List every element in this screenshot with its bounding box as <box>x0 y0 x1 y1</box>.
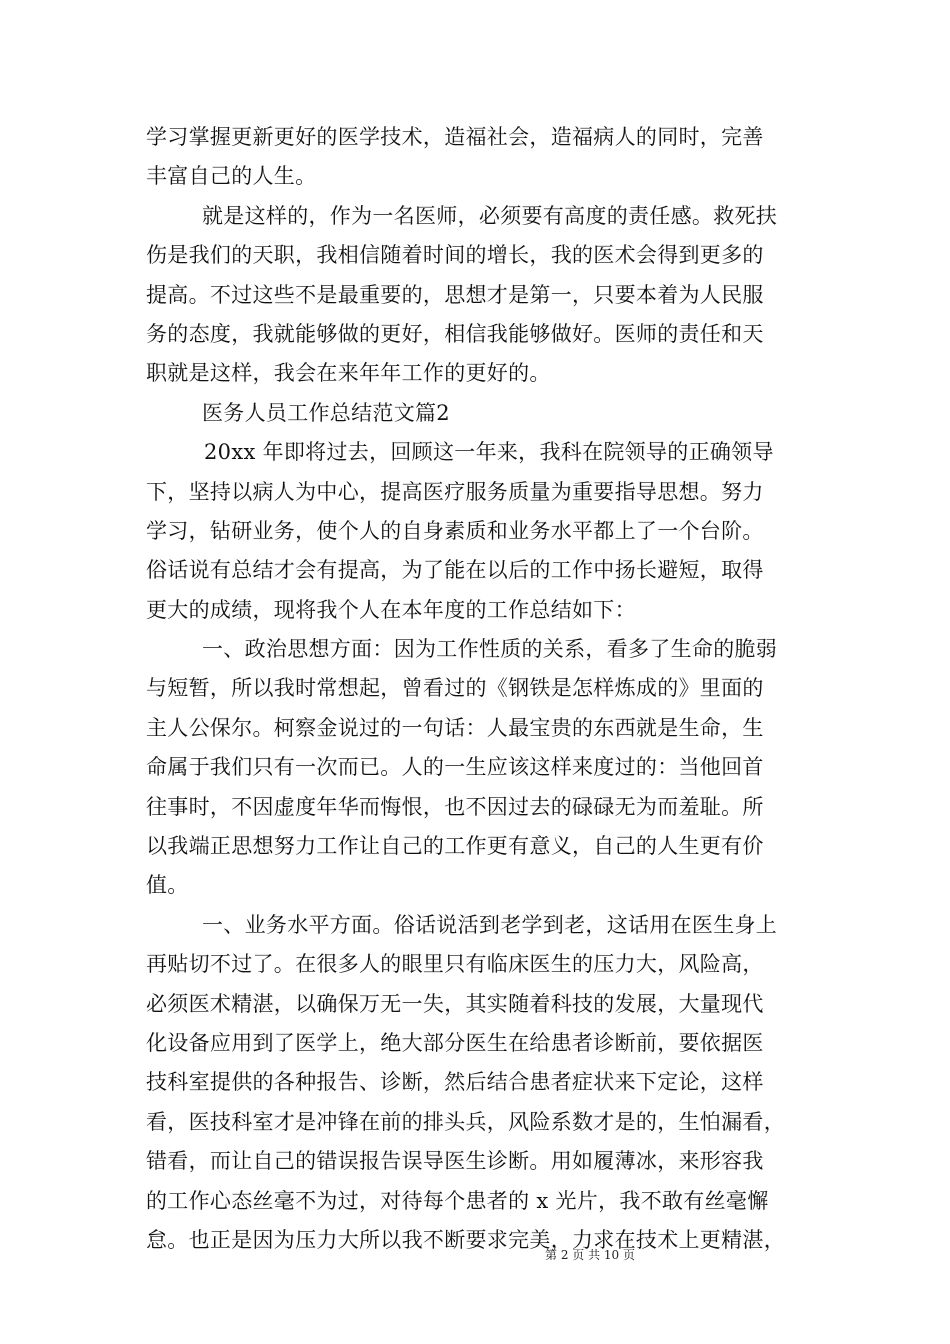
text-line: 学习，钻研业务，使个人的自身素质和业务水平都上了一个台阶。 <box>146 518 764 543</box>
text-line: 以我端正思想努力工作让自己的工作更有意义，自己的人生更有价 <box>146 834 764 859</box>
text-line: 化设备应用到了医学上，绝大部分医生在给患者诊断前，要依据医 <box>146 1030 764 1055</box>
text-line: 提高。不过这些不是最重要的，思想才是第一，只要本着为人民服 <box>146 282 764 307</box>
page-footer <box>0 1246 950 1263</box>
text-line: 下，坚持以病人为中心，提高医疗服务质量为重要指导思想。努力 <box>146 479 764 504</box>
text-line: 职就是这样，我会在来年年工作的更好的。 <box>146 361 551 386</box>
text-line: 必须医术精湛，以确保万无一失，其实随着科技的发展，大量现代 <box>146 991 764 1016</box>
text-line: 主人公保尔。柯察金说过的一句话：人最宝贵的东西就是生命，生 <box>146 715 764 740</box>
text-line: 再贴切不过了。在很多人的眼里只有临床医生的压力大，风险高， <box>146 952 764 977</box>
text-line: 一、业务水平方面。俗话说活到老学到老，这话用在医生身上 <box>202 912 778 937</box>
text-line: 更大的成绩，现将我个人在本年度的工作总结如下： <box>146 597 636 622</box>
text-line: 值。 <box>146 873 189 898</box>
text-line: 的工作心态丝毫不为过，对待每个患者的 x 光片，我不敢有丝毫懈 <box>146 1188 769 1213</box>
text-line: 俗话说有总结才会有提高，为了能在以后的工作中扬长避短，取得 <box>146 558 764 583</box>
text-line: 怠。也正是因为压力大所以我不断要求完美，力求在技术上更精湛， <box>146 1227 785 1252</box>
text-line: 往事时，不因虚度年华而悔恨，也不因过去的碌碌无为而羞耻。所 <box>146 794 764 819</box>
text-line: 20xx 年即将过去，回顾这一年来，我科在院领导的正确领导 <box>204 440 774 465</box>
text-line: 一、政治思想方面：因为工作性质的关系，看多了生命的脆弱 <box>202 637 778 662</box>
page-number-label: 第 2 页 共 10 页 <box>545 1248 635 1262</box>
text-line: 务的态度，我就能够做的更好，相信我能够做好。医师的责任和天 <box>146 321 764 346</box>
document-body <box>146 118 806 1260</box>
text-line: 与短暂，所以我时常想起，曾看过的《钢铁是怎样炼成的》里面的 <box>146 676 764 701</box>
text-line: 命属于我们只有一次而已。人的一生应该这样来度过的：当他回首 <box>146 755 764 780</box>
text-line: 丰富自己的人生。 <box>146 164 317 189</box>
text-line: 看，医技科室才是冲锋在前的排头兵，风险系数才是的，生怕漏看， <box>146 1109 785 1134</box>
text-line: 技科室提供的各种报告、诊断，然后结合患者症状来下定论，这样 <box>146 1070 764 1095</box>
text-line: 就是这样的，作为一名医师，必须要有高度的责任感。救死扶 <box>202 203 778 228</box>
text-line: 伤是我们的天职，我相信随着时间的增长，我的医术会得到更多的 <box>146 243 764 268</box>
text-line: 错看，而让自己的错误报告误导医生诊断。用如履薄冰，来形容我 <box>146 1149 764 1174</box>
text-line: 学习掌握更新更好的医学技术，造福社会，造福病人的同时，完善 <box>146 125 764 149</box>
section-heading: 医务人员工作总结范文篇2 <box>202 400 450 425</box>
